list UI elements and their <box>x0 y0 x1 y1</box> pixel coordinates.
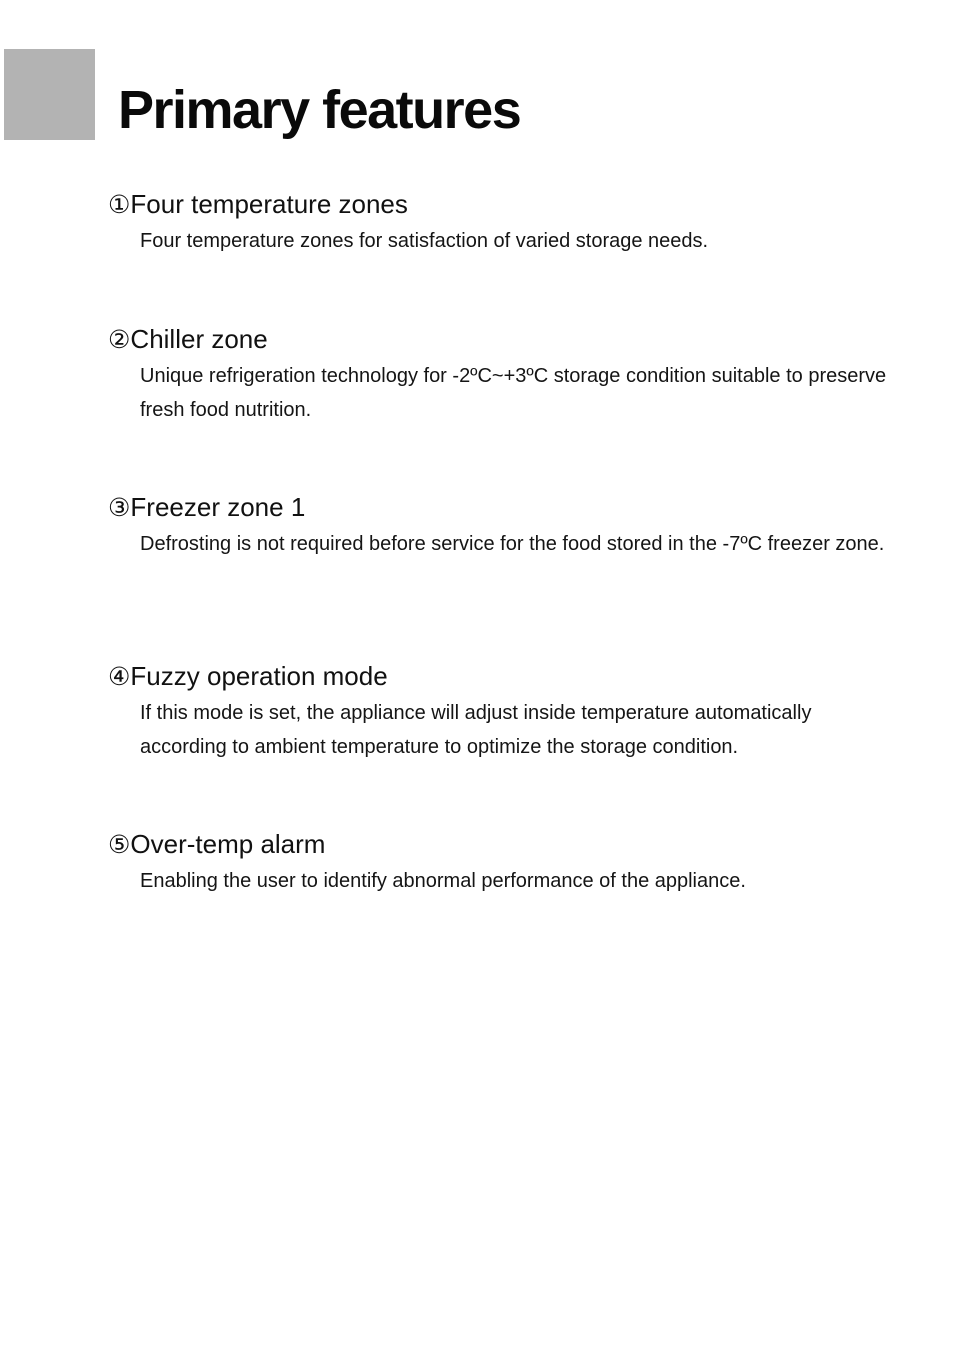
feature-item <box>108 323 888 427</box>
feature-item <box>108 491 888 561</box>
feature-heading <box>108 828 888 861</box>
feature-description: Defrosting is not required before service for the food stored in the -7ºC freezer zone. <box>140 533 885 555</box>
feature-number: ④ <box>108 662 131 691</box>
feature-heading <box>108 660 888 693</box>
feature-title: Fuzzy operation mode <box>130 661 388 691</box>
feature-heading <box>108 323 888 356</box>
feature-title: Chiller zone <box>130 324 268 354</box>
feature-number: ③ <box>108 493 131 522</box>
feature-description: Enabling the user to identify abnormal performance of the appliance. <box>140 870 746 892</box>
feature-description: Unique refrigeration technology for -2ºC~+3ºC storage condition suitable to preserve fresh food nutrition. <box>140 365 887 421</box>
feature-description: If this mode is set, the appliance will adjust inside temperature automatically according to ambient temperature to optimize the storage condition. <box>140 702 812 758</box>
feature-number: ⑤ <box>108 830 131 859</box>
page-title: Primary features <box>118 80 521 140</box>
feature-item <box>108 660 888 764</box>
feature-title: Freezer zone 1 <box>130 492 306 522</box>
feature-number: ② <box>108 325 131 354</box>
feature-title: Four temperature zones <box>130 189 408 219</box>
feature-description: Four temperature zones for satisfaction of varied storage needs. <box>140 230 709 252</box>
feature-item <box>108 188 888 258</box>
section-tab-marker <box>4 49 95 140</box>
feature-item <box>108 828 888 898</box>
feature-heading <box>108 188 888 221</box>
feature-heading <box>108 491 888 524</box>
feature-number: ① <box>108 190 131 219</box>
feature-title: Over-temp alarm <box>130 829 326 859</box>
